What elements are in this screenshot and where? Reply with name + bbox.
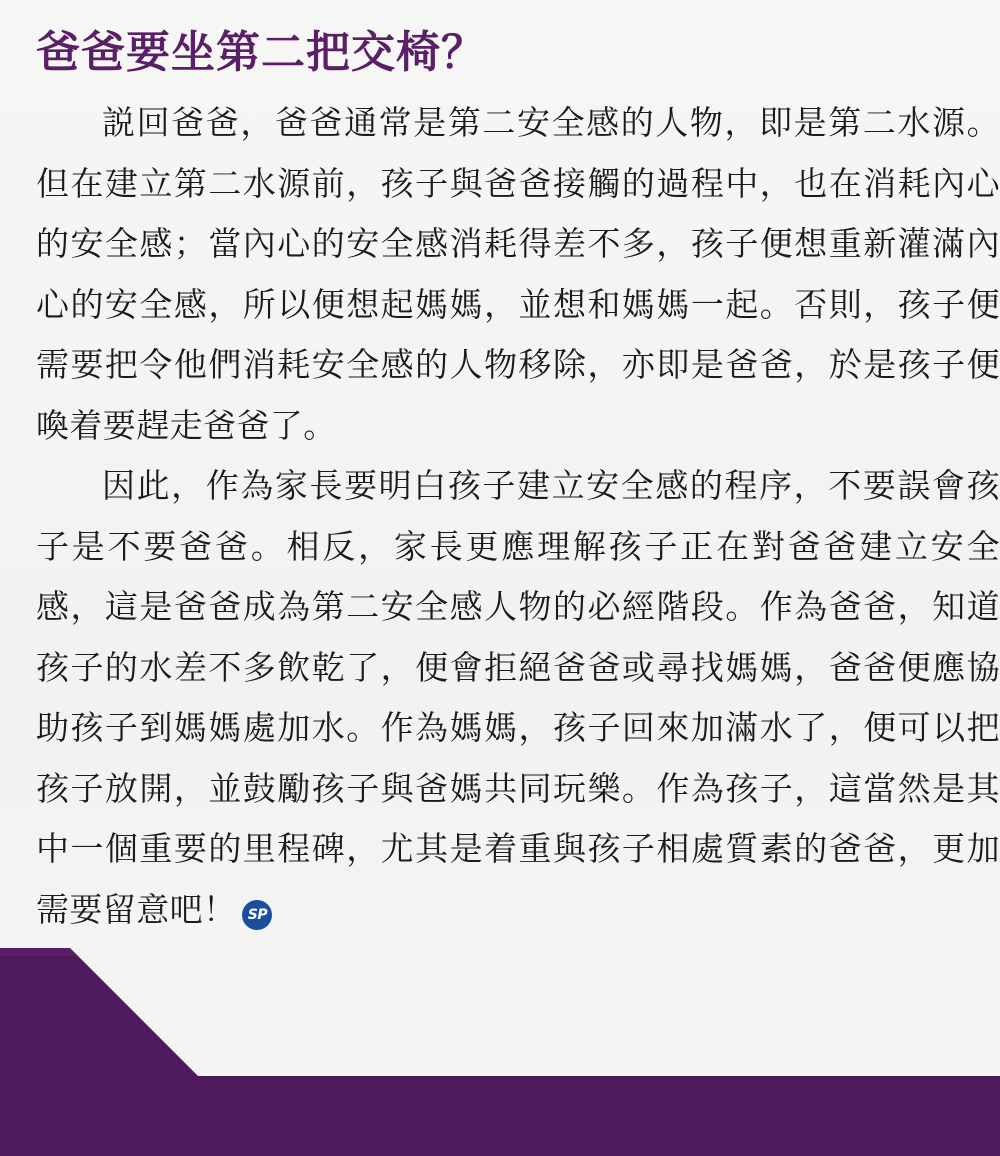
paragraph-2-text: 因此，作為家長要明白孩子建立安全感的程序，不要誤會孩子是不要爸爸。相反，家長更應理解孩子正在對爸爸建立安全感，這是爸爸成為第二安全感人物的必經階段。作為爸爸，知道孩子的水差不多飲乾了，便會拒絕爸爸或尋找媽媽，爸爸便應協助孩子到媽媽處加水。作為媽媽，孩子回來加滿水了，便可以把孩子放開，並鼓勵孩子與爸媽共同玩樂。作為孩子，這當然是其中一個重要的里程碑，尤其是着重與孩子相處質素的爸爸，更加需要留意吧！ (36, 466, 1000, 929)
paragraph-1-text: 説回爸爸，爸爸通常是第二安全感的人物，即是第二水源。但在建立第二水源前，孩子與爸爸接觸的過程中，也在消耗內心的安全感；當內心的安全感消耗得差不多，孩子便想重新灌滿內心的安全感，所以便想起媽媽，並想和媽媽一起。否則，孩子便需要把令他們消耗安全感的人物移除，亦即是爸爸，於是孩子便喚着要趕走爸爸了。 (36, 103, 1000, 445)
band-highlight (0, 948, 78, 956)
decorative-purple-band (0, 940, 1000, 1156)
article-paragraph-1 (36, 93, 1000, 456)
sp-end-mark-icon: SP (242, 900, 272, 930)
article-body (36, 93, 1000, 940)
article-paragraph-2 (36, 456, 1000, 940)
article-title: 爸爸要坐第二把交椅？ (36, 27, 486, 78)
purple-band-shape (0, 948, 1000, 1156)
